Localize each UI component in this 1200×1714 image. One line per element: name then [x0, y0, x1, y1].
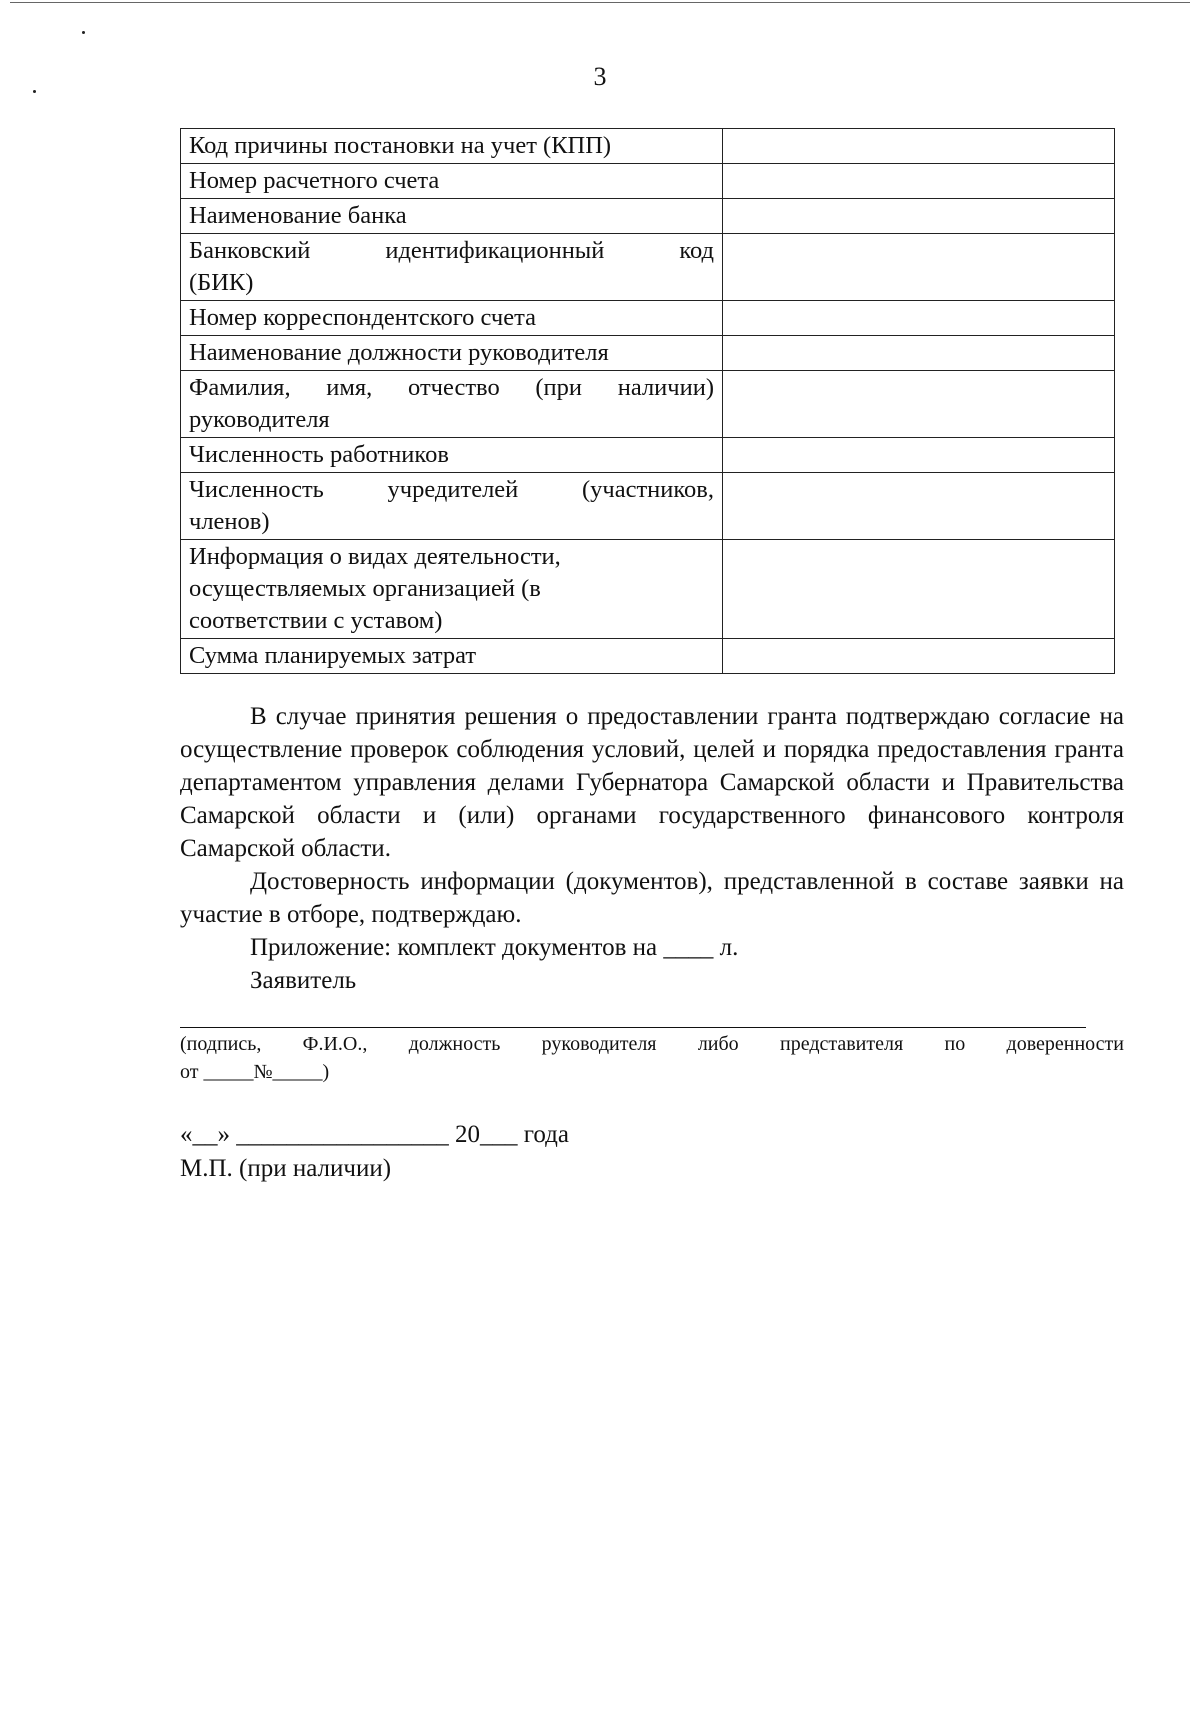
row-value-corr-account[interactable] — [723, 301, 1115, 336]
row-label-employees: Численность работников — [181, 438, 723, 473]
row-value-bank-name[interactable] — [723, 199, 1115, 234]
stamp-label: М.П. (при наличии) — [180, 1155, 392, 1182]
signature-caption-line2: от _____№_____) — [180, 1061, 330, 1083]
consent-paragraph: В случае принятия решения о предоставлении гранта подтверждаю согласие на осуществление проверок соблюдения условий, целей и порядка предоставления гранта департаментом управления делами Губернатора Самарской области и Правительства Самарской области и (или) органами государственного финансового контроля Самарской области. — [180, 703, 1124, 862]
row-value-employees[interactable] — [723, 438, 1115, 473]
table-row — [181, 336, 1115, 371]
top-edge-rule — [10, 2, 1190, 3]
applicant-label: Заявитель — [250, 967, 357, 994]
row-label-bik-line1: Банковский идентификационный код — [189, 237, 714, 264]
row-label-founders-line2: членов) — [189, 508, 270, 535]
row-label-head-position: Наименование должности руководителя — [181, 336, 723, 371]
row-value-planned-costs[interactable] — [723, 639, 1115, 674]
organization-info-table — [180, 128, 1115, 674]
row-label-kpp: Код причины постановки на учет (КПП) — [181, 129, 723, 164]
row-label-founders — [181, 473, 723, 540]
table-row — [181, 234, 1115, 301]
row-value-head-position[interactable] — [723, 336, 1115, 371]
row-label-activities-line1: Информация о видах деятельности, — [189, 543, 561, 570]
row-label-founders-line1: Численность учредителей (участников, — [189, 476, 714, 503]
row-value-account-number[interactable] — [723, 164, 1115, 199]
accuracy-paragraph: Достоверность информации (документов), представленной в составе заявки на участие в отборе, подтверждаю. — [180, 868, 1124, 928]
table-row — [181, 199, 1115, 234]
signature-line[interactable] — [180, 1027, 1086, 1028]
row-label-activities-line3: соответствии с уставом) — [189, 607, 443, 634]
table-row — [181, 473, 1115, 540]
page-number: 3 — [593, 62, 607, 91]
table-row — [181, 438, 1115, 473]
attachment-line: Приложение: комплект документов на ____ л. — [250, 934, 739, 961]
table-row — [181, 301, 1115, 336]
row-label-planned-costs: Сумма планируемых затрат — [181, 639, 723, 674]
table-row — [181, 371, 1115, 438]
table-row — [181, 129, 1115, 164]
date-line[interactable]: «__» _________________ 20___ года — [180, 1121, 569, 1148]
table-row — [181, 164, 1115, 199]
row-value-kpp[interactable] — [723, 129, 1115, 164]
row-label-activities — [181, 540, 723, 639]
declaration-text — [180, 700, 1124, 997]
row-label-head-name-line2: руководителя — [189, 406, 330, 433]
row-label-corr-account: Номер корреспондентского счета — [181, 301, 723, 336]
row-label-bank-name: Наименование банка — [181, 199, 723, 234]
row-value-head-name[interactable] — [723, 371, 1115, 438]
scan-speck — [82, 31, 85, 34]
row-label-head-name-line1: Фамилия, имя, отчество (при наличии) — [189, 374, 714, 401]
row-label-account-number: Номер расчетного счета — [181, 164, 723, 199]
table-row — [181, 540, 1115, 639]
row-label-bik — [181, 234, 723, 301]
row-label-bik-line2: (БИК) — [189, 269, 254, 296]
row-value-activities[interactable] — [723, 540, 1115, 639]
signature-caption — [180, 1030, 1124, 1086]
row-value-founders[interactable] — [723, 473, 1115, 540]
row-label-head-name — [181, 371, 723, 438]
row-label-activities-line2: осуществляемых организацией (в — [189, 575, 541, 602]
row-value-bik[interactable] — [723, 234, 1115, 301]
table-row — [181, 639, 1115, 674]
signature-caption-line1: (подпись, Ф.И.О., должность руководителя либо представителя по доверенности — [180, 1033, 1124, 1055]
